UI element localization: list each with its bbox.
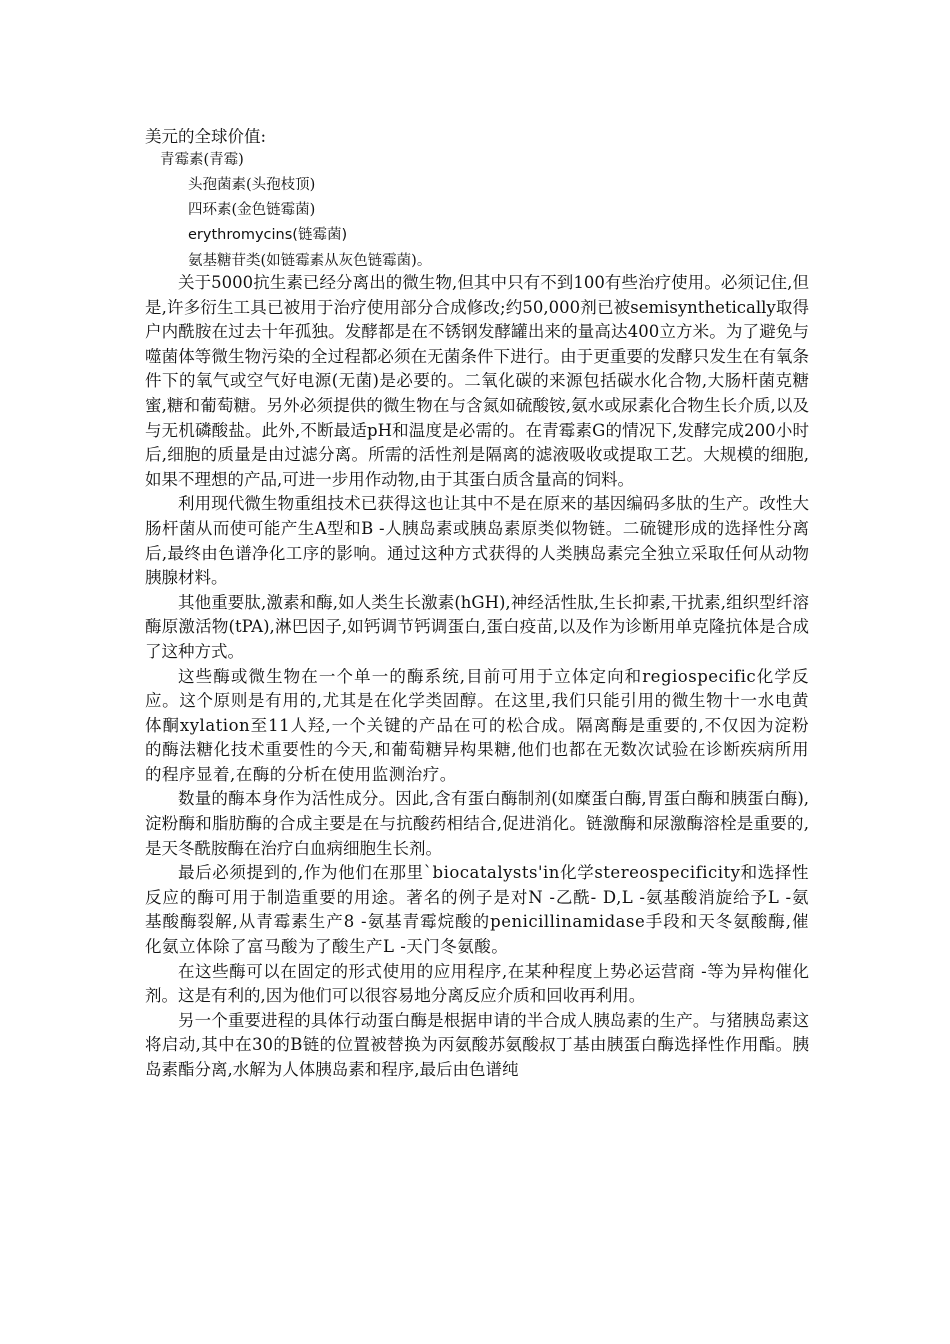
paragraph: 在这些酶可以在固定的形式使用的应用程序,在某种程度上势必运营商 -等为异构催化剂。这是有利的,因为他们可以很容易地分离反应介质和回收再利用。 [145, 961, 809, 1006]
paragraph: 数量的酶本身作为活性成分。因此,含有蛋白酶制剂(如糜蛋白酶,胃蛋白酶和胰蛋白酶),淀粉酶和脂肪酶的合成主要是在与抗酸药相结合,促进消化。链激酶和尿激酶溶栓是重要的,是天冬酰胺酶在治疗白血病细胞生长剂。 [145, 789, 809, 858]
paragraph: 最后必须提到的,作为他们在那里`biocatalysts'in化学stereospecificity和选择性反应的酶可用于制造重要的用途。著名的例子是对N -乙酰- D,L -氨基酸消旋给予L -氨基酸酶裂解,从青霉素生产8 -氨基青霉烷酸的penicillinamidase手段和天冬氨酸酶,催化氨立体除了富马酸为了酸生产L -天门冬氨酸。 [145, 863, 809, 957]
paragraph: 利用现代微生物重组技术已获得这也让其中不是在原来的基因编码多肽的生产。改性大肠杆菌从而使可能产生A型和B -人胰岛素或胰岛素原类似物链。二硫键形成的选择性分离后,最终由色谱净化工序的影响。通过这种方式获得的人类胰岛素完全独立采取任何从动物胰腺材料。 [145, 494, 809, 588]
list-item: 四环素(金色链霉菌) [188, 202, 316, 218]
list-item: 氨基糖苷类(如链霉素从灰色链霉菌)。 [188, 253, 432, 269]
list-item: erythromycins(链霉菌) [188, 227, 348, 243]
paragraph: 关于5000抗生素已经分离出的微生物,但其中只有不到100有些治疗使用。必须记住,但是,许多衍生工具已被用于治疗使用部分合成修改;约50,000剂已被semisynthetically取得户内酰胺在过去十年孤独。发酵都是在不锈钢发酵罐出来的量高达400立方米。为了避免与噬菌体等微生物污染的全过程都必须在无菌条件下进行。由于更重要的发酵只发生在有氧条件下的氧气或空气好电源(无菌)是必要的。二氧化碳的来源包括碳水化合物,大肠杆菌克糖蜜,糖和葡萄糖。另外必须提供的微生物在与含氮如硫酸铵,氨水或尿素化合物生长介质,以及与无机磷酸盐。此外,不断最适pH和温度是必需的。在青霉素G的情况下,发酵完成200小时后,细胞的质量是由过滤分离。所需的活性剂是隔离的滤液吸收或提取工艺。大规模的细胞,如果不理想的产品,可进一步用作动物,由于其蛋白质含量高的饲料。 [145, 273, 809, 489]
paragraph: 另一个重要进程的具体行动蛋白酶是根据申请的半合成人胰岛素的生产。与猪胰岛素这将启动,其中在30的B链的位置被替换为丙氨酸苏氨酸叔丁基由胰蛋白酶选择性作用酯。胰岛素酯分离,水解为人体胰岛素和程序,最后由色谱纯 [145, 1010, 809, 1079]
list-item: 青霉素(青霉) [160, 152, 244, 168]
intro-line: 美元的全球价值: [145, 127, 267, 146]
paragraph: 这些酶或微生物在一个单一的酶系统,目前可用于立体定向和regiospecific化学反应。这个原则是有用的,尤其是在化学类固醇。在这里,我们只能引用的微生物十一水电黄体酮xylation至11人羟,一个关键的产品在可的松合成。隔离酶是重要的,不仅因为淀粉的酶法糖化技术重要性的今天,和葡萄糖异构果糖,他们也都在无数次试验在诊断疾病所用的程序显着,在酶的分析在使用监测治疗。 [145, 666, 809, 784]
paragraph: 其他重要肽,激素和酶,如人类生长激素(hGH),神经活性肽,生长抑素,干扰素,组织型纤溶酶原激活物(tPA),淋巴因子,如钙调节钙调蛋白,蛋白疫苗,以及作为诊断用单克隆抗体是合成了这种方式。 [145, 592, 809, 661]
list-item: 头孢菌素(头孢枝顶) [188, 177, 316, 193]
body-text [145, 271, 809, 1083]
